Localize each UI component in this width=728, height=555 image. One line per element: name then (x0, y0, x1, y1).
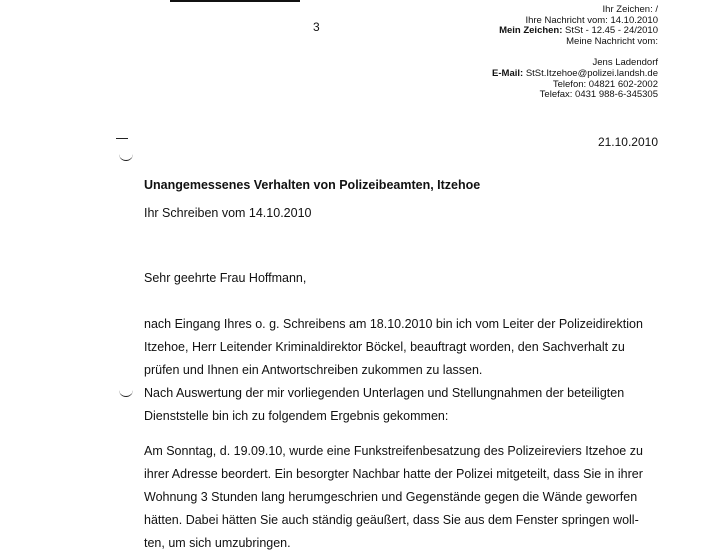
reference-line: Ihr Schreiben vom 14.10.2010 (144, 206, 312, 220)
reference-block (358, 5, 658, 101)
subject-line: Unangemessenes Verhalten von Polizeibeamten, Itzehoe (144, 178, 481, 192)
letter-body (144, 313, 674, 555)
body-line: Nach Auswertung der mir vorliegenden Unterlagen und Stellungnahmen der beteiligten (144, 386, 625, 400)
body-line: Dienststelle bin ich zu folgendem Ergebnis gekommen: (144, 409, 449, 423)
ihre-nachricht: Ihre Nachricht vom: 14.10.2010 (525, 14, 658, 26)
body-line: ihrer Adresse beordert. Ein besorgter Nachbar hatte der Polizei mitgeteilt, dass Sie in ihrer (144, 467, 643, 481)
punch-mark-middle (119, 386, 133, 397)
mein-zeichen-value: StSt - 12.45 - 24/2010 (565, 25, 658, 37)
salutation: Sehr geehrte Frau Hoffmann, (144, 271, 307, 285)
punch-mark-top (119, 150, 133, 161)
letter-date: 21.10.2010 (597, 135, 658, 149)
top-rule (170, 0, 300, 2)
page-number: 3 (313, 20, 320, 34)
body-line: Wohnung 3 Stunden lang herumgeschrien und Gegenstände gegen die Wände geworfen (144, 490, 638, 504)
body-line: nach Eingang Ihres o. g. Schreibens am 18.10.2010 bin ich vom Leiter der Polizeidirektion (144, 317, 643, 331)
fold-mark (116, 138, 128, 139)
paragraph-2 (144, 440, 674, 555)
meine-nachricht: Meine Nachricht vom: (566, 35, 658, 47)
email-label: E-Mail: (492, 67, 524, 79)
telefon: Telefon: 04821 602-2002 (552, 78, 658, 90)
ihr-zeichen: Ihr Zeichen: / (602, 4, 658, 15)
body-line: ten, um sich umzubringen. (144, 536, 291, 550)
mein-zeichen-label: Mein Zeichen: (499, 25, 563, 37)
paragraph-1 (144, 313, 674, 428)
body-line: Am Sonntag, d. 19.09.10, wurde eine Funkstreifenbesatzung des Polizeireviers Itzehoe zu (144, 444, 643, 458)
email (358, 69, 658, 80)
body-line: hätten. Dabei hätten Sie auch ständig geäußert, dass Sie aus dem Fenster springen woll- (144, 513, 639, 527)
email-value: StSt.Itzehoe@polizei.landsh.de (525, 67, 658, 79)
body-line: prüfen und Ihnen ein Antwortschreiben zukommen zu lassen. (144, 363, 483, 377)
body-line: Itzehoe, Herr Leitender Kriminaldirektor Böckel, beauftragt worden, den Sachverhalt zu (144, 340, 625, 354)
sender-name: Jens Ladendorf (592, 57, 658, 69)
telefax: Telefax: 0431 988-6-345305 (539, 89, 658, 101)
